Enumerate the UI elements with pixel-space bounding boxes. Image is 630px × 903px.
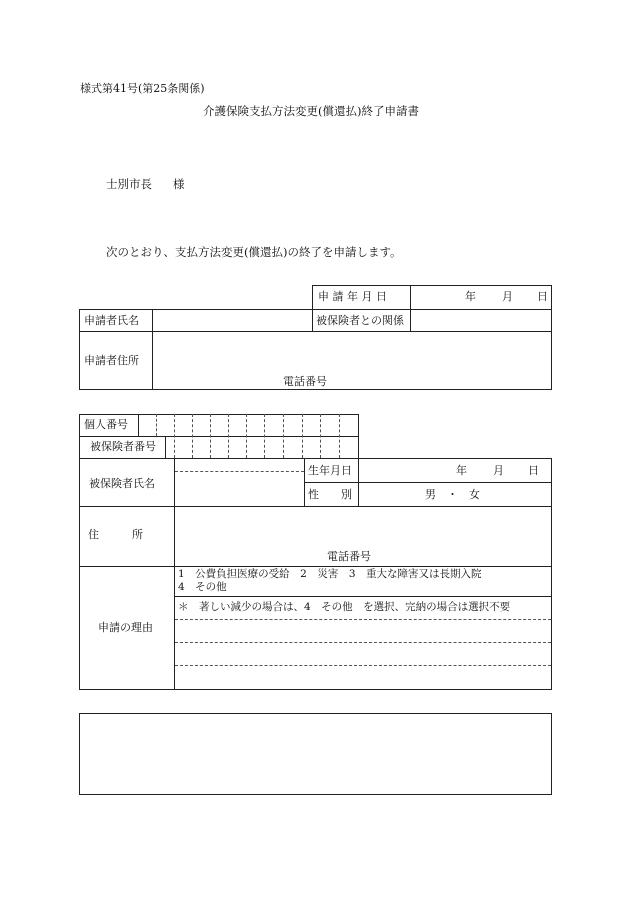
remarks-box[interactable] [79, 713, 552, 795]
application-date-label: 申 請 年 月 日 [318, 290, 387, 303]
application-date-year: 年 [465, 290, 476, 303]
reason-note: ＊ 著しい減少の場合は、4 その他 を選択、完納の場合は選択不要 [178, 601, 511, 613]
reason-options-line2[interactable]: 4 その他 [178, 581, 227, 593]
applicant-name-field[interactable] [153, 310, 311, 330]
form-title: 介護保険支払方法変更(償還払)終了申請書 [203, 104, 419, 118]
relation-field[interactable] [411, 310, 550, 330]
application-date-month: 月 [502, 290, 513, 303]
application-date-day: 日 [537, 290, 548, 303]
birth-month: 月 [493, 464, 504, 477]
insured-number-field[interactable] [166, 437, 357, 457]
birth-year: 年 [456, 464, 467, 477]
applicant-address-field[interactable] [153, 332, 550, 372]
personal-number-field[interactable] [139, 415, 357, 435]
applicant-address-label: 申請者住所 [84, 354, 139, 367]
birth-day: 日 [528, 464, 539, 477]
applicant-phone-label: 電話番号 [283, 375, 327, 388]
personal-number-label: 個人番号 [84, 418, 128, 431]
reason-options-line1[interactable]: 1 公費負担医療の受給 2 災害 3 重大な障害又は長期入院 [178, 568, 482, 580]
birth-date-label: 生年月日 [308, 464, 352, 477]
insured-name-field[interactable] [175, 472, 303, 505]
insured-address-field[interactable] [175, 507, 550, 547]
relation-label: 被保険者との関係 [316, 314, 404, 327]
insured-number-label: 被保険者番号 [90, 440, 156, 453]
insured-address-label: 住 所 [88, 528, 143, 541]
insured-phone-label: 電話番号 [327, 550, 371, 563]
insured-name-label: 被保険者氏名 [89, 477, 155, 490]
applicant-name-label: 申請者氏名 [84, 314, 139, 327]
sex-label: 性 別 [308, 488, 352, 501]
form-number: 様式第41号(第25条関係) [80, 82, 205, 95]
sex-options[interactable]: 男 ・ 女 [425, 488, 480, 501]
reason-detail-field[interactable] [175, 620, 550, 688]
addressee-honorific: 様 [173, 177, 185, 191]
application-statement: 次のとおり、支払方法変更(償還払)の終了を申請します。 [106, 245, 402, 259]
addressee-name: 士別市長 [106, 177, 152, 191]
reason-label: 申請の理由 [98, 621, 153, 634]
